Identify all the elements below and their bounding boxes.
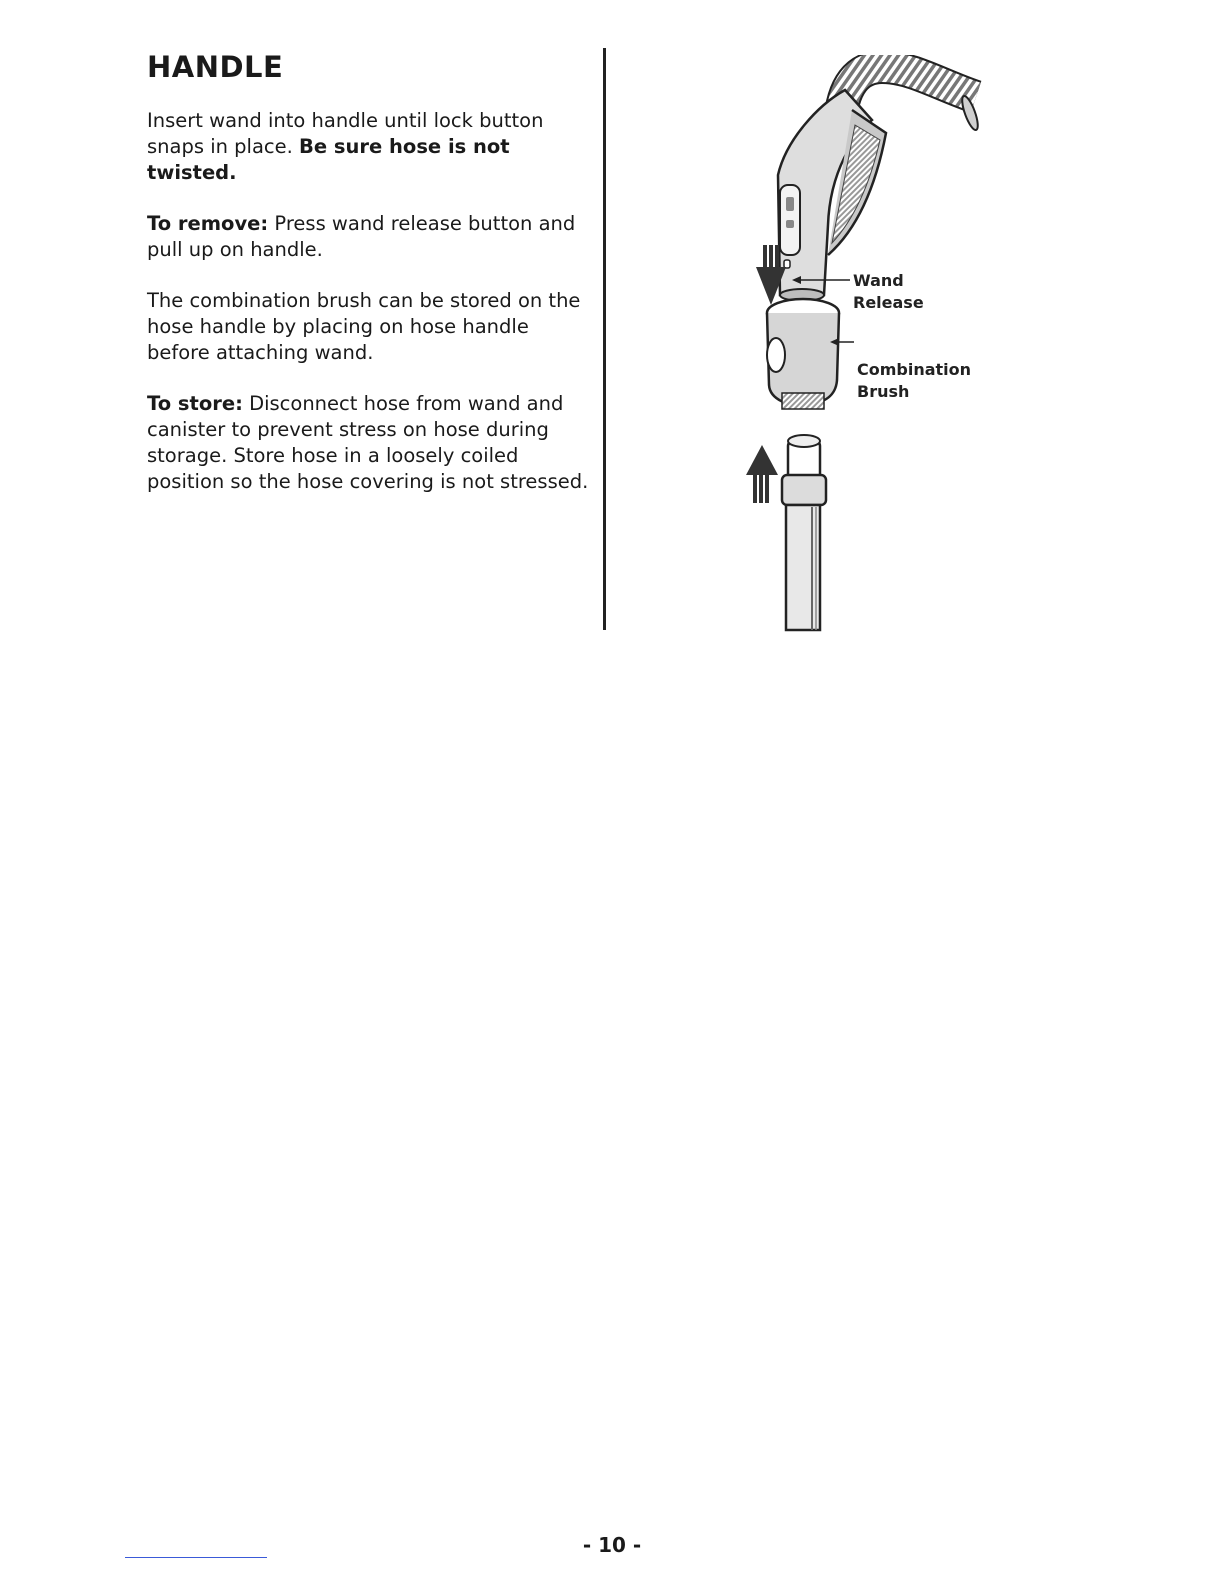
insert-text: Insert wand into handle until lock button snaps in place.	[147, 109, 544, 158]
page-number: - 10 -	[582, 1533, 642, 1557]
wand-icon	[782, 435, 826, 630]
remove-paragraph	[147, 211, 592, 263]
combination-paragraph: The combination brush can be stored on the hose handle by placing on hose handle before attaching wand.	[147, 289, 581, 364]
store-label: To store:	[147, 392, 243, 415]
store-text: Disconnect hose from wand and canister to prevent stress on hose during storage. Store hose in a loosely coiled position so the hose covering is not stressed.	[147, 392, 589, 493]
up-arrow-icon	[746, 445, 778, 503]
handle-diagram-svg	[700, 55, 990, 635]
column-divider	[603, 48, 606, 630]
twist-warning: Be sure hose is not twisted.	[147, 135, 510, 184]
insert-paragraph	[147, 108, 592, 186]
store-paragraph	[147, 391, 592, 495]
remove-label: To remove:	[147, 212, 269, 235]
combination-brush-icon	[767, 299, 839, 409]
handle-illustration	[700, 55, 990, 635]
footer-line	[125, 1557, 267, 1558]
section-title: HANDLE	[147, 50, 284, 84]
wand-release-label: Wand Release	[853, 271, 924, 312]
instructions-column	[147, 108, 592, 520]
remove-text: Press wand release button and pull up on handle.	[147, 212, 576, 261]
combination-brush-label: Combination Brush	[857, 360, 972, 401]
